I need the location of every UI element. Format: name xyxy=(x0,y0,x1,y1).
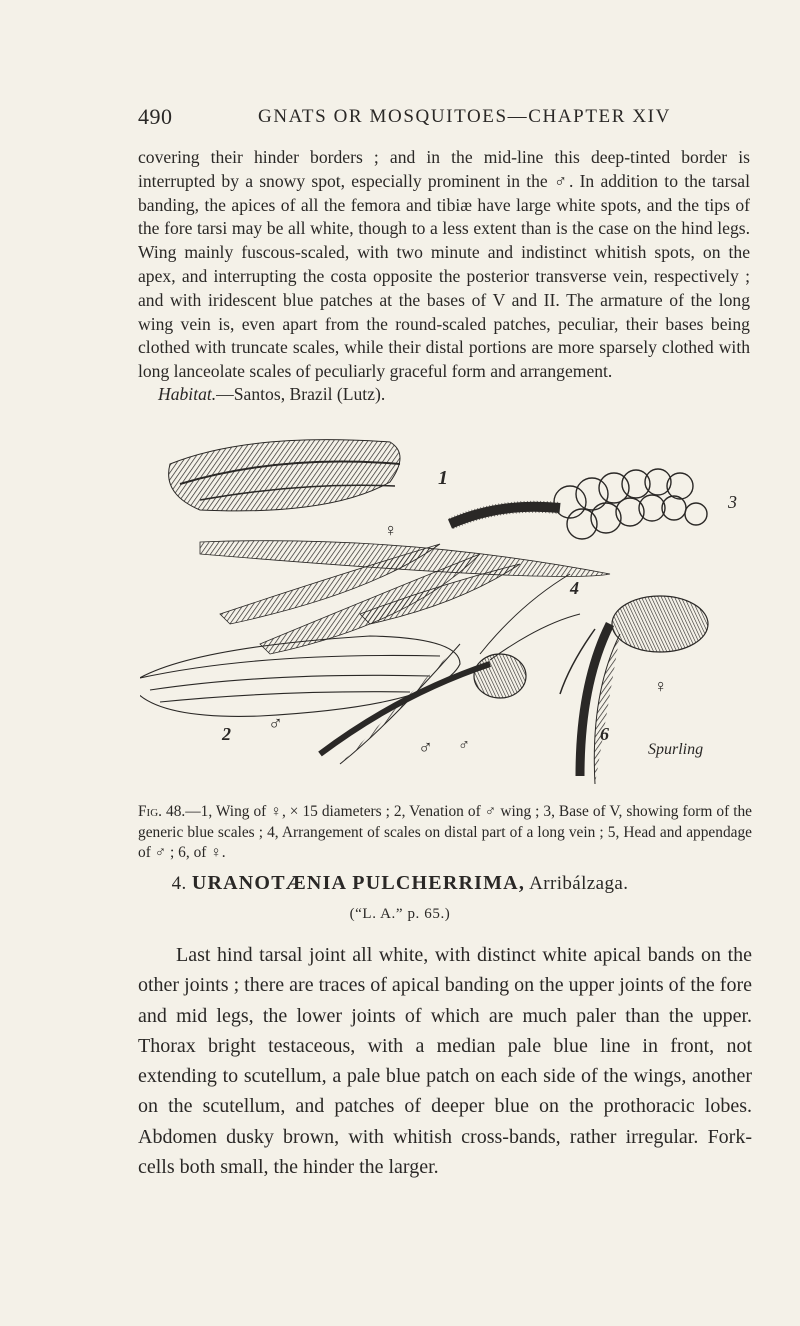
species-description xyxy=(138,940,752,1182)
description-line: with a median pale blue line in front, not extending to scutellum, xyxy=(138,1034,752,1088)
figure-label-3: 3 xyxy=(728,492,737,512)
figure-label-4: 4 xyxy=(570,578,579,598)
wing-2-venation xyxy=(140,636,460,716)
page-header xyxy=(138,104,748,134)
body-line: fuscous-scaled, with two minute and indistinct whitish spots, on the xyxy=(241,242,751,263)
body-line: their distal portions are more sparsely clothed with long lanceolate xyxy=(138,337,751,382)
description-line: scutellum, and patches of deeper blue on the prothoracic lobes. xyxy=(202,1095,752,1118)
body-line: apex, and interrupting the costa opposite the posterior transverse vein, xyxy=(138,265,648,286)
habitat-text: —Santos, Brazil (Lutz). xyxy=(216,384,386,404)
body-line: have large white spots, and the tips of the fore tarsi may be all white, xyxy=(138,194,751,239)
description-line: the upper joints of the fore and mid legs, the lower joints of xyxy=(138,974,753,1027)
body-line: border is interrupted by a snowy spot, especially prominent in the ♂. xyxy=(138,147,750,191)
figure-caption xyxy=(138,802,752,864)
caption-text: 48.—1, Wing of ♀, × 15 diameters ; 2, Venation of ♂ wing ; 3, Base of V, showing form of the generic blue scales ; 4, Arrangement of scales on distal part of a long vein ; 5, Head and appendage of ♂ ; 6, of ♀. xyxy=(138,803,752,861)
figure-label-male-5: ♂ xyxy=(418,737,433,759)
description-line: Abdomen dusky brown, with whitish cross-bands, rather irregular. xyxy=(138,1125,699,1148)
figure-label-female-6: ♀ xyxy=(654,676,668,696)
body-line: covering their hinder borders ; and in the mid-line this deep-tinted xyxy=(138,147,671,167)
figure-label-male-5b: ♂ xyxy=(458,737,470,754)
head-appendage-5 xyxy=(320,574,580,764)
species-name: URANOTÆNIA PULCHERRIMA, xyxy=(191,872,526,894)
running-head: GNATS OR MOSQUITOES—CHAPTER XIV xyxy=(258,106,671,127)
caption-fig-label: Fig. xyxy=(138,803,163,820)
species-reference: (“L. A.” p. 65.) xyxy=(349,906,451,922)
vein-base-scales-3 xyxy=(450,469,707,539)
wing-streaks xyxy=(200,541,610,654)
body-line: though to a less extent than is the case on the hind legs. Wing mainly xyxy=(138,218,750,263)
description-line: Fork-cells both small, the hinder the larger. xyxy=(138,1125,753,1179)
habitat-label: Habitat. xyxy=(158,384,217,404)
body-line: respectively ; and with iridescent blue patches at the bases of V and II. xyxy=(138,265,750,310)
body-line: scales of peculiarly graceful form and arrangement. xyxy=(249,361,613,382)
body-line: patches, peculiar, their bases being clothed with truncate scales, while xyxy=(138,313,750,358)
page-number: 490 xyxy=(138,104,173,129)
species-author: Arribálzaga. xyxy=(529,873,629,894)
figure-label-1: 1 xyxy=(438,467,448,489)
figure-48 xyxy=(140,424,780,796)
body-paragraph xyxy=(138,146,750,384)
description-line: bands on the other joints ; there are traces of apical banding on xyxy=(138,944,753,997)
species-heading xyxy=(0,872,800,895)
description-line: Last hind tarsal joint all white, with distinct white apical xyxy=(176,944,642,966)
wing-1-female xyxy=(169,440,400,511)
description-line: a pale blue patch on each side of the wings, another on the xyxy=(138,1065,753,1118)
figure-label-6: 6 xyxy=(600,724,609,744)
species-number: 4. xyxy=(171,873,187,894)
artist-signature: Spurling xyxy=(648,741,704,758)
figure-label-2: 2 xyxy=(222,724,231,744)
figure-label-female-1: ♀ xyxy=(384,520,398,540)
body-line: In addition to the tarsal banding, the apices of all the femora and tibiæ xyxy=(138,170,750,215)
body-line: The armature of the long wing vein is, even apart from the round-scaled xyxy=(138,289,751,334)
figure-label-male-2: ♂ xyxy=(268,713,283,735)
description-line: which are much paler than the upper. Thorax bright testaceous, xyxy=(138,1004,753,1057)
wing-illustration xyxy=(140,424,780,796)
habitat-line xyxy=(158,384,385,405)
